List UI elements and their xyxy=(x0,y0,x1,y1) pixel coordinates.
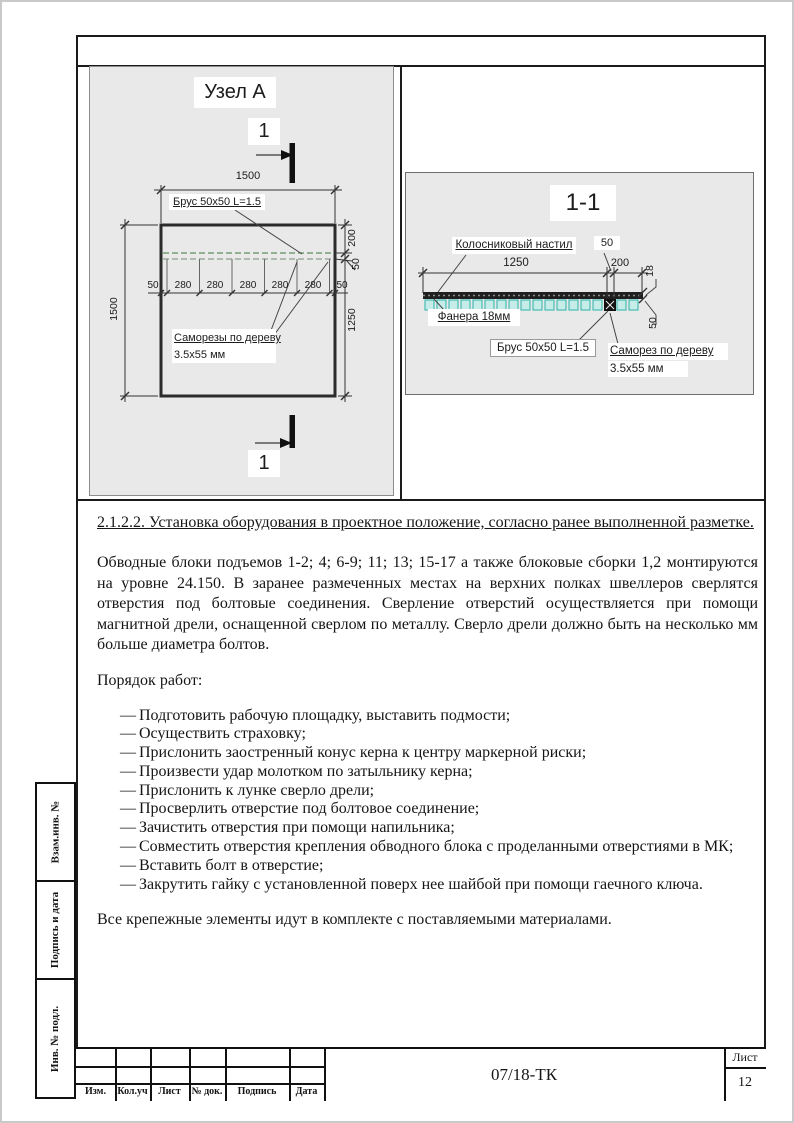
col-podpis: Подпись xyxy=(237,1086,277,1097)
list-dash: — xyxy=(120,838,136,856)
work-order-title: Порядок работ: xyxy=(97,671,203,689)
list-item: — Прислонить к лунке сверло дрели; xyxy=(120,781,375,799)
list-dash: — xyxy=(120,819,136,837)
drawing-panel-node-a xyxy=(89,66,394,496)
drawing-panel-section-1-1 xyxy=(405,172,754,395)
row-dim-280-1: 280 xyxy=(174,280,192,291)
brus-section-square xyxy=(521,300,530,310)
list-item: — Закрутить гайку с установленной поверх нее шайбой при помощи гаечного ключа. xyxy=(120,875,703,893)
list-item: — Прислонить заостренный конус керна к центру маркерной риски; xyxy=(120,744,587,762)
brus-section-square xyxy=(617,300,626,310)
title-block xyxy=(76,1047,766,1099)
brus-section-square xyxy=(557,300,566,310)
col-izm: Изм. xyxy=(85,1086,106,1097)
col-dok: № док. xyxy=(191,1086,223,1097)
list-item: — Осуществить страховку; xyxy=(120,725,306,743)
screws-leader-line-2 xyxy=(274,262,328,335)
dim-left-1500: 1500 xyxy=(108,297,120,321)
dim-top-1500: 1500 xyxy=(235,170,261,182)
stamp-cell-inv-podl: Инв. № подл. xyxy=(35,978,76,1099)
screws-label-line2: 3.5х55 мм xyxy=(172,347,276,363)
list-dash: — xyxy=(120,800,136,818)
row-dim-280-4: 280 xyxy=(271,280,289,291)
list-item: — Зачистить отверстия при помощи напильника; xyxy=(120,819,455,837)
list-dash: — xyxy=(120,856,136,874)
stamp-cell-vzam-inv: Взам.инв. № xyxy=(35,782,76,882)
screw-label-line1: Саморез по дереву xyxy=(608,343,728,360)
list-dash: — xyxy=(120,744,136,762)
brus-leader-line xyxy=(235,210,302,254)
section-1-1-title: 1-1 xyxy=(550,185,616,221)
brus-section-square xyxy=(533,300,542,310)
row-dim-280-5: 280 xyxy=(304,280,322,291)
brus-label-right: Брус 50х50 L=1.5 xyxy=(490,339,596,357)
section-mark-bottom-label: 1 xyxy=(248,450,280,477)
list-item: — Вставить болт в отверстие; xyxy=(120,856,324,874)
brus-section-square xyxy=(581,300,590,310)
dim-18-leader xyxy=(646,279,656,295)
document-text xyxy=(97,512,758,930)
dim-right-200: 200 xyxy=(346,229,358,247)
list-dash: — xyxy=(120,875,136,893)
brus-section-square xyxy=(569,300,578,310)
col-koluch: Кол.уч xyxy=(117,1086,148,1097)
drawings-divider xyxy=(400,65,402,501)
plywood-label: Фанера 18мм xyxy=(428,309,520,326)
document-number: 07/18-ТК xyxy=(490,1065,558,1084)
section-cut-bottom xyxy=(255,415,295,448)
sheet-label: Лист xyxy=(732,1050,758,1064)
list-item: — Подготовить рабочую площадку, выставить подмости; xyxy=(120,706,511,724)
stamp-cell-podpis-data: Подпись и дата xyxy=(35,880,76,980)
dim-18: 18 xyxy=(644,265,656,277)
list-dash: — xyxy=(120,762,136,780)
dim-right-50: 50 xyxy=(350,258,362,270)
closing-paragraph: Все крепежные элементы идут в комплекте с поставляемыми материалами. xyxy=(97,911,612,929)
dim-50-top: 50 xyxy=(594,236,620,250)
dim-left-1500-lines xyxy=(120,219,158,402)
node-a-square-outline xyxy=(161,225,335,396)
dim-right-1250: 1250 xyxy=(346,308,358,332)
row-dim-280-3: 280 xyxy=(239,280,257,291)
list-item: — Совместить отверстия крепления обводного блока с проделанными отверстиями в МК; xyxy=(120,838,734,856)
list-item: — Произвести удар молотком по затыльнику керна; xyxy=(120,762,473,780)
brus-label: Брус 50х50 L=1.5 xyxy=(169,194,265,210)
col-list: Лист xyxy=(158,1086,181,1097)
row-dim-50-right: 50 xyxy=(336,280,348,291)
sheet-number: 12 xyxy=(738,1075,752,1090)
screw-label-line2: 3.5х55 мм xyxy=(608,361,688,377)
brus-label-leader xyxy=(578,311,608,341)
dim-50-right: 50 xyxy=(647,317,659,329)
brus-section-square xyxy=(593,300,602,310)
list-item: — Просверлить отверстие под болтовое соединение; xyxy=(120,800,480,818)
brus-section-square xyxy=(545,300,554,310)
work-order-list xyxy=(97,707,758,895)
row-dim-280-2: 280 xyxy=(206,280,224,291)
list-dash: — xyxy=(120,706,136,724)
list-dash: — xyxy=(120,725,136,743)
screws-label-line1: Саморезы по дереву xyxy=(172,329,276,347)
dim-200: 200 xyxy=(610,257,630,269)
brus-section-square xyxy=(629,300,638,310)
body-paragraph: Обводные блоки подъемов 1-2; 4; 6-9; 11; 13; 15-17 а также блоковые сборки 1,2 монтируются на уровне 24.150. В заранее размеченных местах на верхних полках швеллеров сверлятся отверстия под болтовые соединения. Сверление отверстий осуществляется при помощи магнитной дрели, оснащенной сверлом по металлу. Сверло дрели должно быть на несколько мм больше диаметра болтов. xyxy=(97,554,758,653)
section-mark-top-label: 1 xyxy=(248,118,280,145)
node-a-title: Узел А xyxy=(194,77,276,108)
row-dim-50-left: 50 xyxy=(147,280,159,291)
list-dash: — xyxy=(120,781,136,799)
deck-label: Колосниковый настил xyxy=(452,237,576,254)
screw-label-leader xyxy=(610,313,618,344)
section-heading: 2.1.2.2. Установка оборудования в проектное положение, согласно ранее выполненной разметке. xyxy=(97,514,754,531)
drawings-bottom-divider xyxy=(76,499,766,501)
col-data: Дата xyxy=(295,1086,318,1097)
dim-1250: 1250 xyxy=(503,257,529,269)
